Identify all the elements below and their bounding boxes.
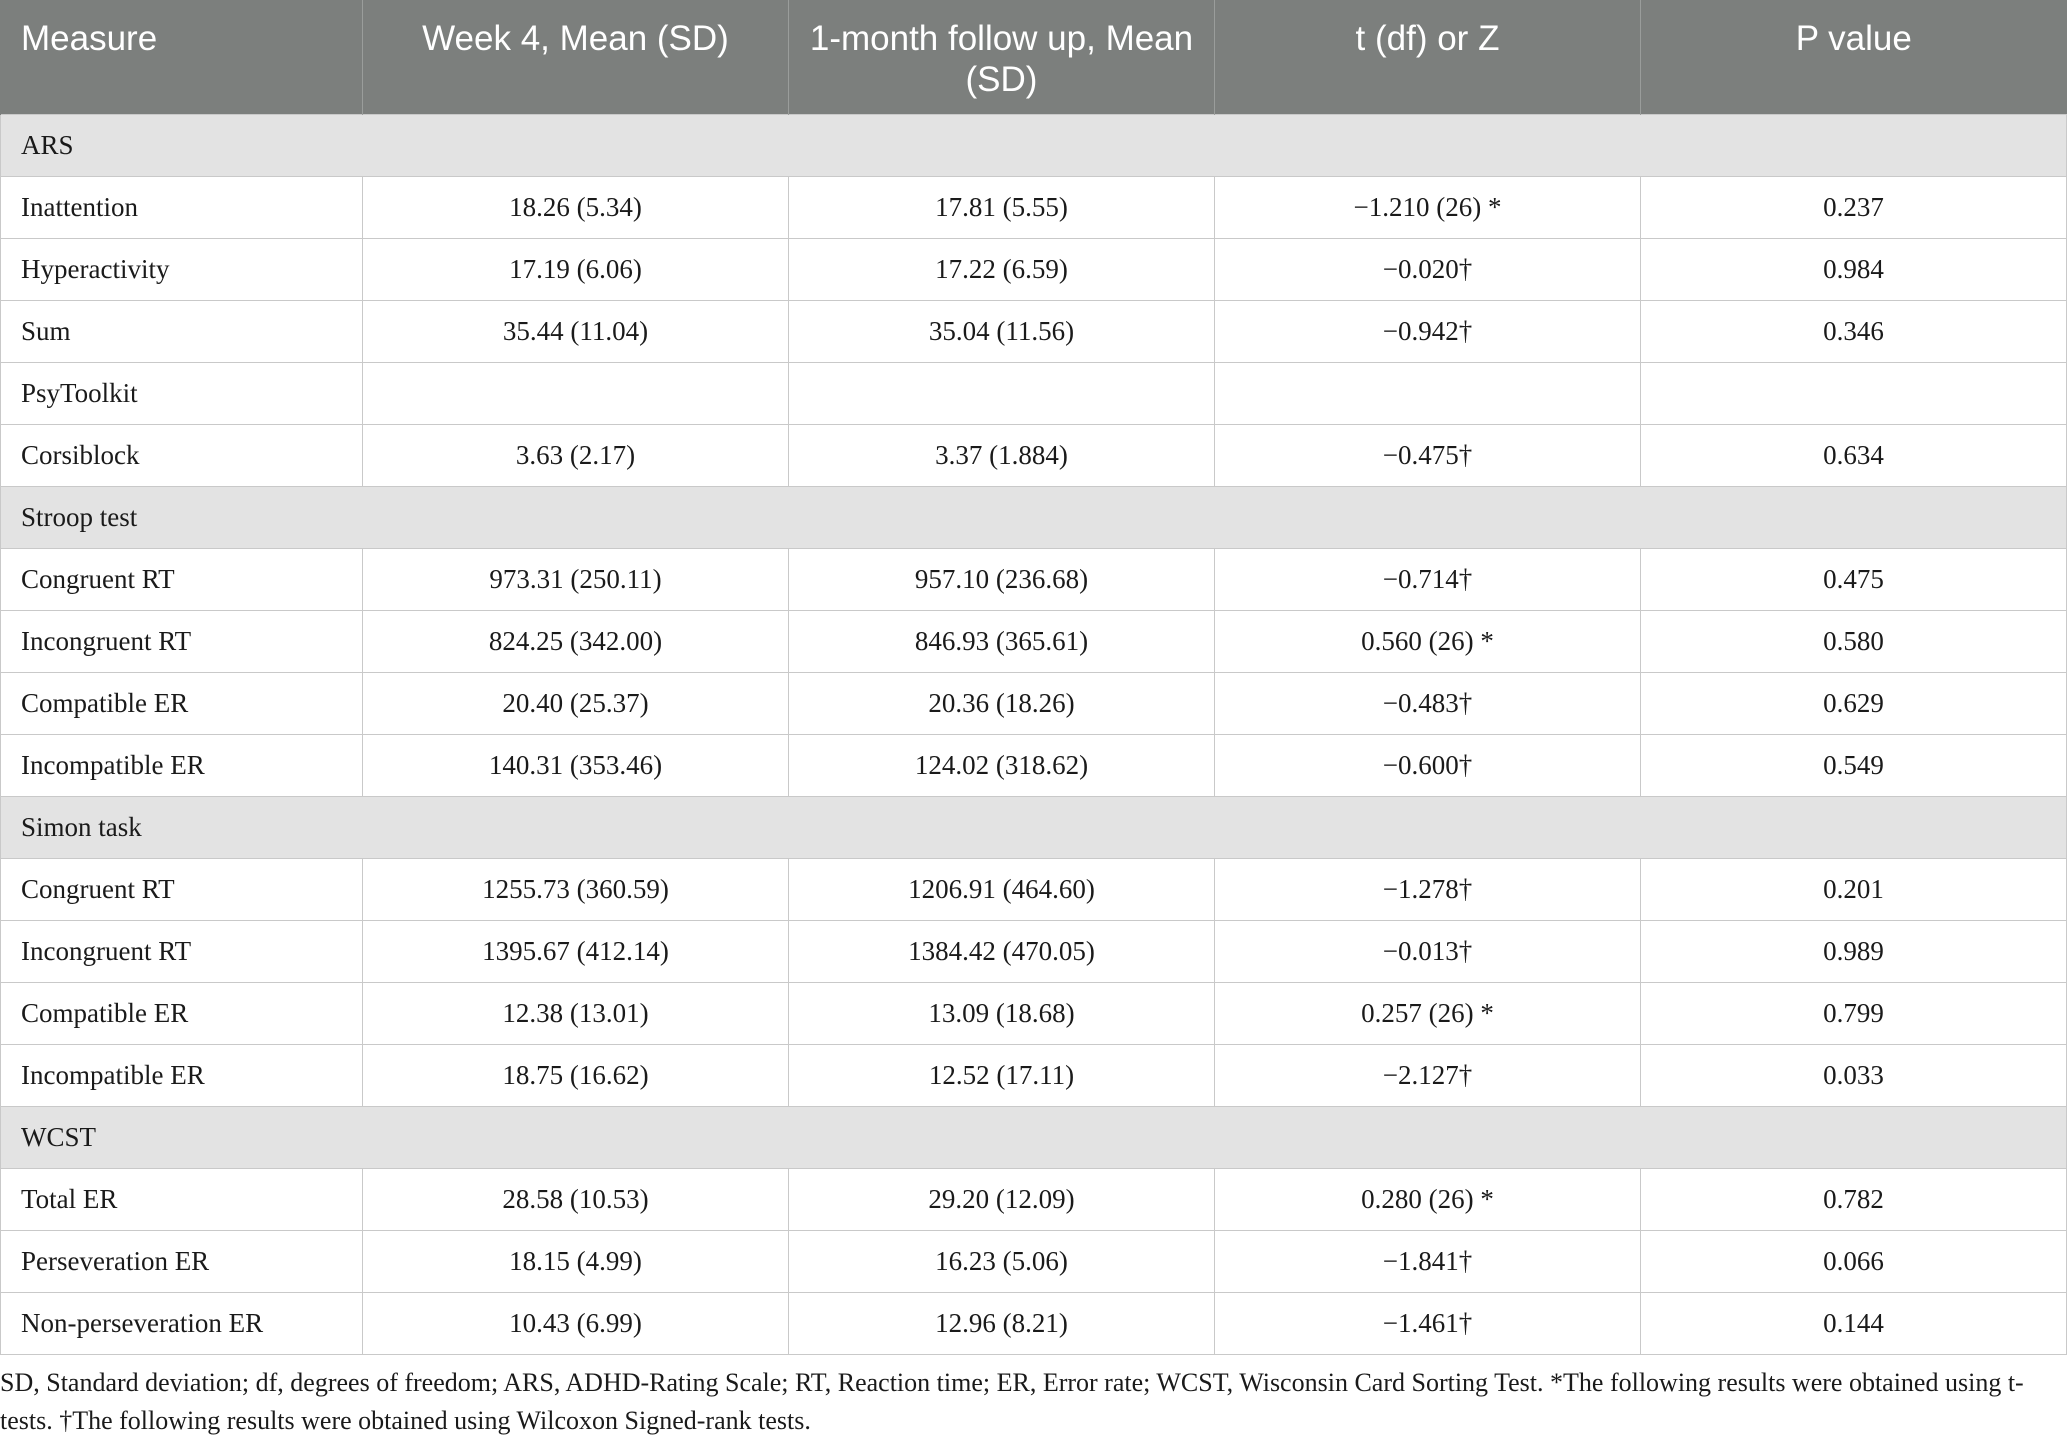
section-row (1, 114, 2067, 176)
cell-measure: Incompatible ER (1, 734, 363, 796)
cell-p-value: 0.984 (1641, 238, 2067, 300)
cell-statistic: −0.475† (1215, 424, 1641, 486)
cell-statistic: −0.942† (1215, 300, 1641, 362)
header-week4: Week 4, Mean (SD) (363, 0, 789, 114)
cell-followup: 124.02 (318.62) (789, 734, 1215, 796)
cell-measure: Sum (1, 300, 363, 362)
header-p-value: P value (1641, 0, 2067, 114)
cell-measure: Compatible ER (1, 982, 363, 1044)
cell-followup: 12.96 (8.21) (789, 1292, 1215, 1354)
table-row (1, 1044, 2067, 1106)
table-row (1, 920, 2067, 982)
cell-p-value: 0.033 (1641, 1044, 2067, 1106)
table-row (1, 176, 2067, 238)
cell-statistic (1215, 362, 1641, 424)
table-row (1, 734, 2067, 796)
cell-measure: Compatible ER (1, 672, 363, 734)
table-row (1, 548, 2067, 610)
cell-week4: 1255.73 (360.59) (363, 858, 789, 920)
cell-p-value: 0.237 (1641, 176, 2067, 238)
cell-week4: 3.63 (2.17) (363, 424, 789, 486)
cell-week4 (363, 362, 789, 424)
cell-measure: Incongruent RT (1, 610, 363, 672)
cell-followup: 20.36 (18.26) (789, 672, 1215, 734)
cell-week4: 140.31 (353.46) (363, 734, 789, 796)
table-row (1, 672, 2067, 734)
cell-week4: 12.38 (13.01) (363, 982, 789, 1044)
cell-followup: 17.81 (5.55) (789, 176, 1215, 238)
cell-statistic: −0.714† (1215, 548, 1641, 610)
cell-statistic: 0.560 (26) * (1215, 610, 1641, 672)
cell-week4: 17.19 (6.06) (363, 238, 789, 300)
cell-followup: 17.22 (6.59) (789, 238, 1215, 300)
cell-measure: Inattention (1, 176, 363, 238)
cell-followup: 29.20 (12.09) (789, 1168, 1215, 1230)
cell-measure: Incongruent RT (1, 920, 363, 982)
table-row (1, 858, 2067, 920)
cell-statistic: −0.483† (1215, 672, 1641, 734)
cell-p-value: 0.201 (1641, 858, 2067, 920)
section-label: ARS (1, 114, 2067, 176)
cell-followup: 35.04 (11.56) (789, 300, 1215, 362)
cell-followup: 16.23 (5.06) (789, 1230, 1215, 1292)
cell-p-value: 0.634 (1641, 424, 2067, 486)
cell-p-value: 0.549 (1641, 734, 2067, 796)
table-row (1, 300, 2067, 362)
cell-statistic: −0.600† (1215, 734, 1641, 796)
cell-week4: 824.25 (342.00) (363, 610, 789, 672)
cell-measure: Non-perseveration ER (1, 1292, 363, 1354)
cell-week4: 18.26 (5.34) (363, 176, 789, 238)
cell-p-value: 0.799 (1641, 982, 2067, 1044)
section-row (1, 796, 2067, 858)
cell-measure: PsyToolkit (1, 362, 363, 424)
cell-statistic: −1.841† (1215, 1230, 1641, 1292)
table-row (1, 362, 2067, 424)
table-footnote: SD, Standard deviation; df, degrees of freedom; ARS, ADHD-Rating Scale; RT, Reaction time; ER, Error rate; WCST, Wisconsin Card Sorting Test. *The following results were obtained using t-tests. †The following results were obtained using Wilcoxon Signed-rank tests. (0, 1368, 2024, 1435)
table-row (1, 1230, 2067, 1292)
cell-measure: Total ER (1, 1168, 363, 1230)
cell-followup: 12.52 (17.11) (789, 1044, 1215, 1106)
cell-statistic: −0.020† (1215, 238, 1641, 300)
table-row (1, 424, 2067, 486)
cell-p-value (1641, 362, 2067, 424)
cell-week4: 28.58 (10.53) (363, 1168, 789, 1230)
cell-followup (789, 362, 1215, 424)
cell-week4: 1395.67 (412.14) (363, 920, 789, 982)
cell-p-value: 0.629 (1641, 672, 2067, 734)
table-body (1, 114, 2067, 1354)
cell-statistic: −2.127† (1215, 1044, 1641, 1106)
section-row (1, 486, 2067, 548)
cell-week4: 10.43 (6.99) (363, 1292, 789, 1354)
section-row (1, 1106, 2067, 1168)
header-row (1, 0, 2067, 114)
cell-statistic: −1.210 (26) * (1215, 176, 1641, 238)
cell-week4: 18.75 (16.62) (363, 1044, 789, 1106)
cell-followup: 1384.42 (470.05) (789, 920, 1215, 982)
cell-measure: Congruent RT (1, 858, 363, 920)
cell-statistic: −1.278† (1215, 858, 1641, 920)
section-label: Simon task (1, 796, 2067, 858)
cell-followup: 846.93 (365.61) (789, 610, 1215, 672)
cell-measure: Congruent RT (1, 548, 363, 610)
cell-p-value: 0.989 (1641, 920, 2067, 982)
header-measure: Measure (1, 0, 363, 114)
header-followup: 1-month follow up, Mean (SD) (789, 0, 1215, 114)
cell-week4: 20.40 (25.37) (363, 672, 789, 734)
table-row (1, 1168, 2067, 1230)
cell-statistic: 0.280 (26) * (1215, 1168, 1641, 1230)
section-label: WCST (1, 1106, 2067, 1168)
cell-measure: Incompatible ER (1, 1044, 363, 1106)
cell-followup: 1206.91 (464.60) (789, 858, 1215, 920)
cell-statistic: −1.461† (1215, 1292, 1641, 1354)
cell-p-value: 0.066 (1641, 1230, 2067, 1292)
cell-p-value: 0.144 (1641, 1292, 2067, 1354)
section-label: Stroop test (1, 486, 2067, 548)
cell-statistic: −0.013† (1215, 920, 1641, 982)
cell-measure: Perseveration ER (1, 1230, 363, 1292)
table-row (1, 610, 2067, 672)
cell-week4: 973.31 (250.11) (363, 548, 789, 610)
cell-measure: Corsiblock (1, 424, 363, 486)
cell-p-value: 0.475 (1641, 548, 2067, 610)
cell-statistic: 0.257 (26) * (1215, 982, 1641, 1044)
cell-week4: 35.44 (11.04) (363, 300, 789, 362)
table-row (1, 238, 2067, 300)
cell-measure: Hyperactivity (1, 238, 363, 300)
cell-followup: 957.10 (236.68) (789, 548, 1215, 610)
table-row (1, 982, 2067, 1044)
cell-p-value: 0.346 (1641, 300, 2067, 362)
cell-p-value: 0.782 (1641, 1168, 2067, 1230)
cell-followup: 13.09 (18.68) (789, 982, 1215, 1044)
cell-week4: 18.15 (4.99) (363, 1230, 789, 1292)
table-header (1, 0, 2067, 114)
cell-p-value: 0.580 (1641, 610, 2067, 672)
table-row (1, 1292, 2067, 1354)
header-statistic: t (df) or Z (1215, 0, 1641, 114)
cell-followup: 3.37 (1.884) (789, 424, 1215, 486)
